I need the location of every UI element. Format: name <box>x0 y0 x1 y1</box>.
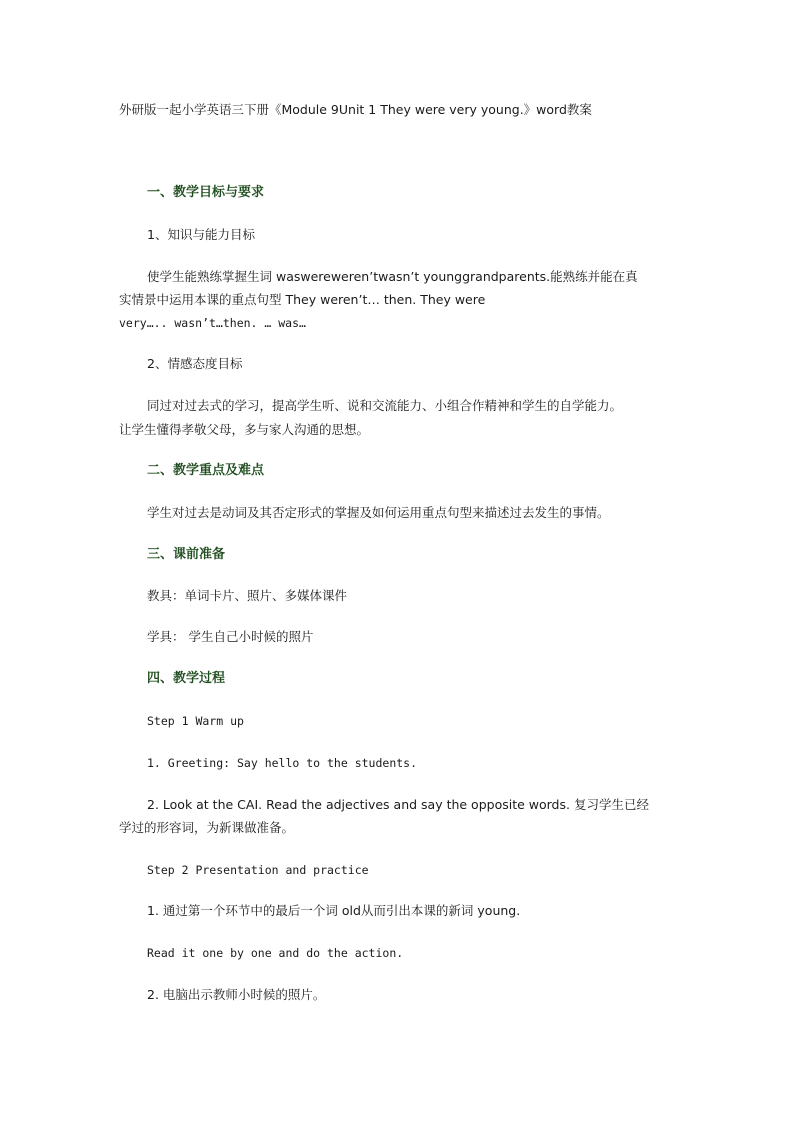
section-heading-objectives: 一、教学目标与要求 <box>147 185 265 200</box>
section-heading-preparation: 三、课前准备 <box>147 547 226 562</box>
step-new-word: 1. 通过第一个环节中的最后一个词 old从而引出本课的新词 young. <box>147 903 521 918</box>
step-cai-line1: 2. Look at the CAI. Read the adjectives and say the opposite words. 复习学生已经 <box>147 797 649 812</box>
step-show-photo: 2. 电脑出示教师小时候的照片。 <box>147 987 326 1002</box>
paragraph-emotion-line1: 同过对过去式的学习，提高学生听、说和交流能力、小组合作精神和学生的自学能力。 <box>147 398 623 413</box>
step-read-action: Read it one by one and do the action. <box>147 946 404 960</box>
section-heading-process: 四、教学过程 <box>147 671 226 686</box>
paragraph-emotion-line2: 让学生懂得孝敬父母，多与家人沟通的思想。 <box>119 422 370 437</box>
document-title: 外研版一起小学英语三下册《Module 9Unit 1 They were very young.》word教案 <box>119 102 592 117</box>
subheading-knowledge-ability: 1、知识与能力目标 <box>147 227 255 242</box>
step-cai-line2: 学过的形容词，为新课做准备。 <box>119 820 295 835</box>
step-greeting: 1. Greeting: Say hello to the students. <box>147 756 418 770</box>
paragraph-vocab-line3: very….. wasn’t…then. … was… <box>119 316 306 330</box>
paragraph-key-points: 学生对过去是动词及其否定形式的掌握及如何运用重点句型来描述过去发生的事情。 <box>147 505 610 520</box>
paragraph-vocab-line2: 实情景中运用本课的重点句型 They weren’t… then. They were <box>119 292 486 307</box>
section-heading-key-points: 二、教学重点及难点 <box>147 463 265 478</box>
step-presentation: Step 2 Presentation and practice <box>147 863 369 877</box>
subheading-emotion-attitude: 2、情感态度目标 <box>147 356 243 371</box>
step-warm-up: Step 1 Warm up <box>147 714 244 728</box>
paragraph-student-materials: 学具： 学生自己小时候的照片 <box>147 629 314 644</box>
paragraph-teacher-materials: 教具：单词卡片、照片、多媒体课件 <box>147 588 348 603</box>
paragraph-vocab-line1: 使学生能熟练掌握生词 waswereweren’twasn’t younggrandparents.能熟练并能在真 <box>147 269 638 284</box>
